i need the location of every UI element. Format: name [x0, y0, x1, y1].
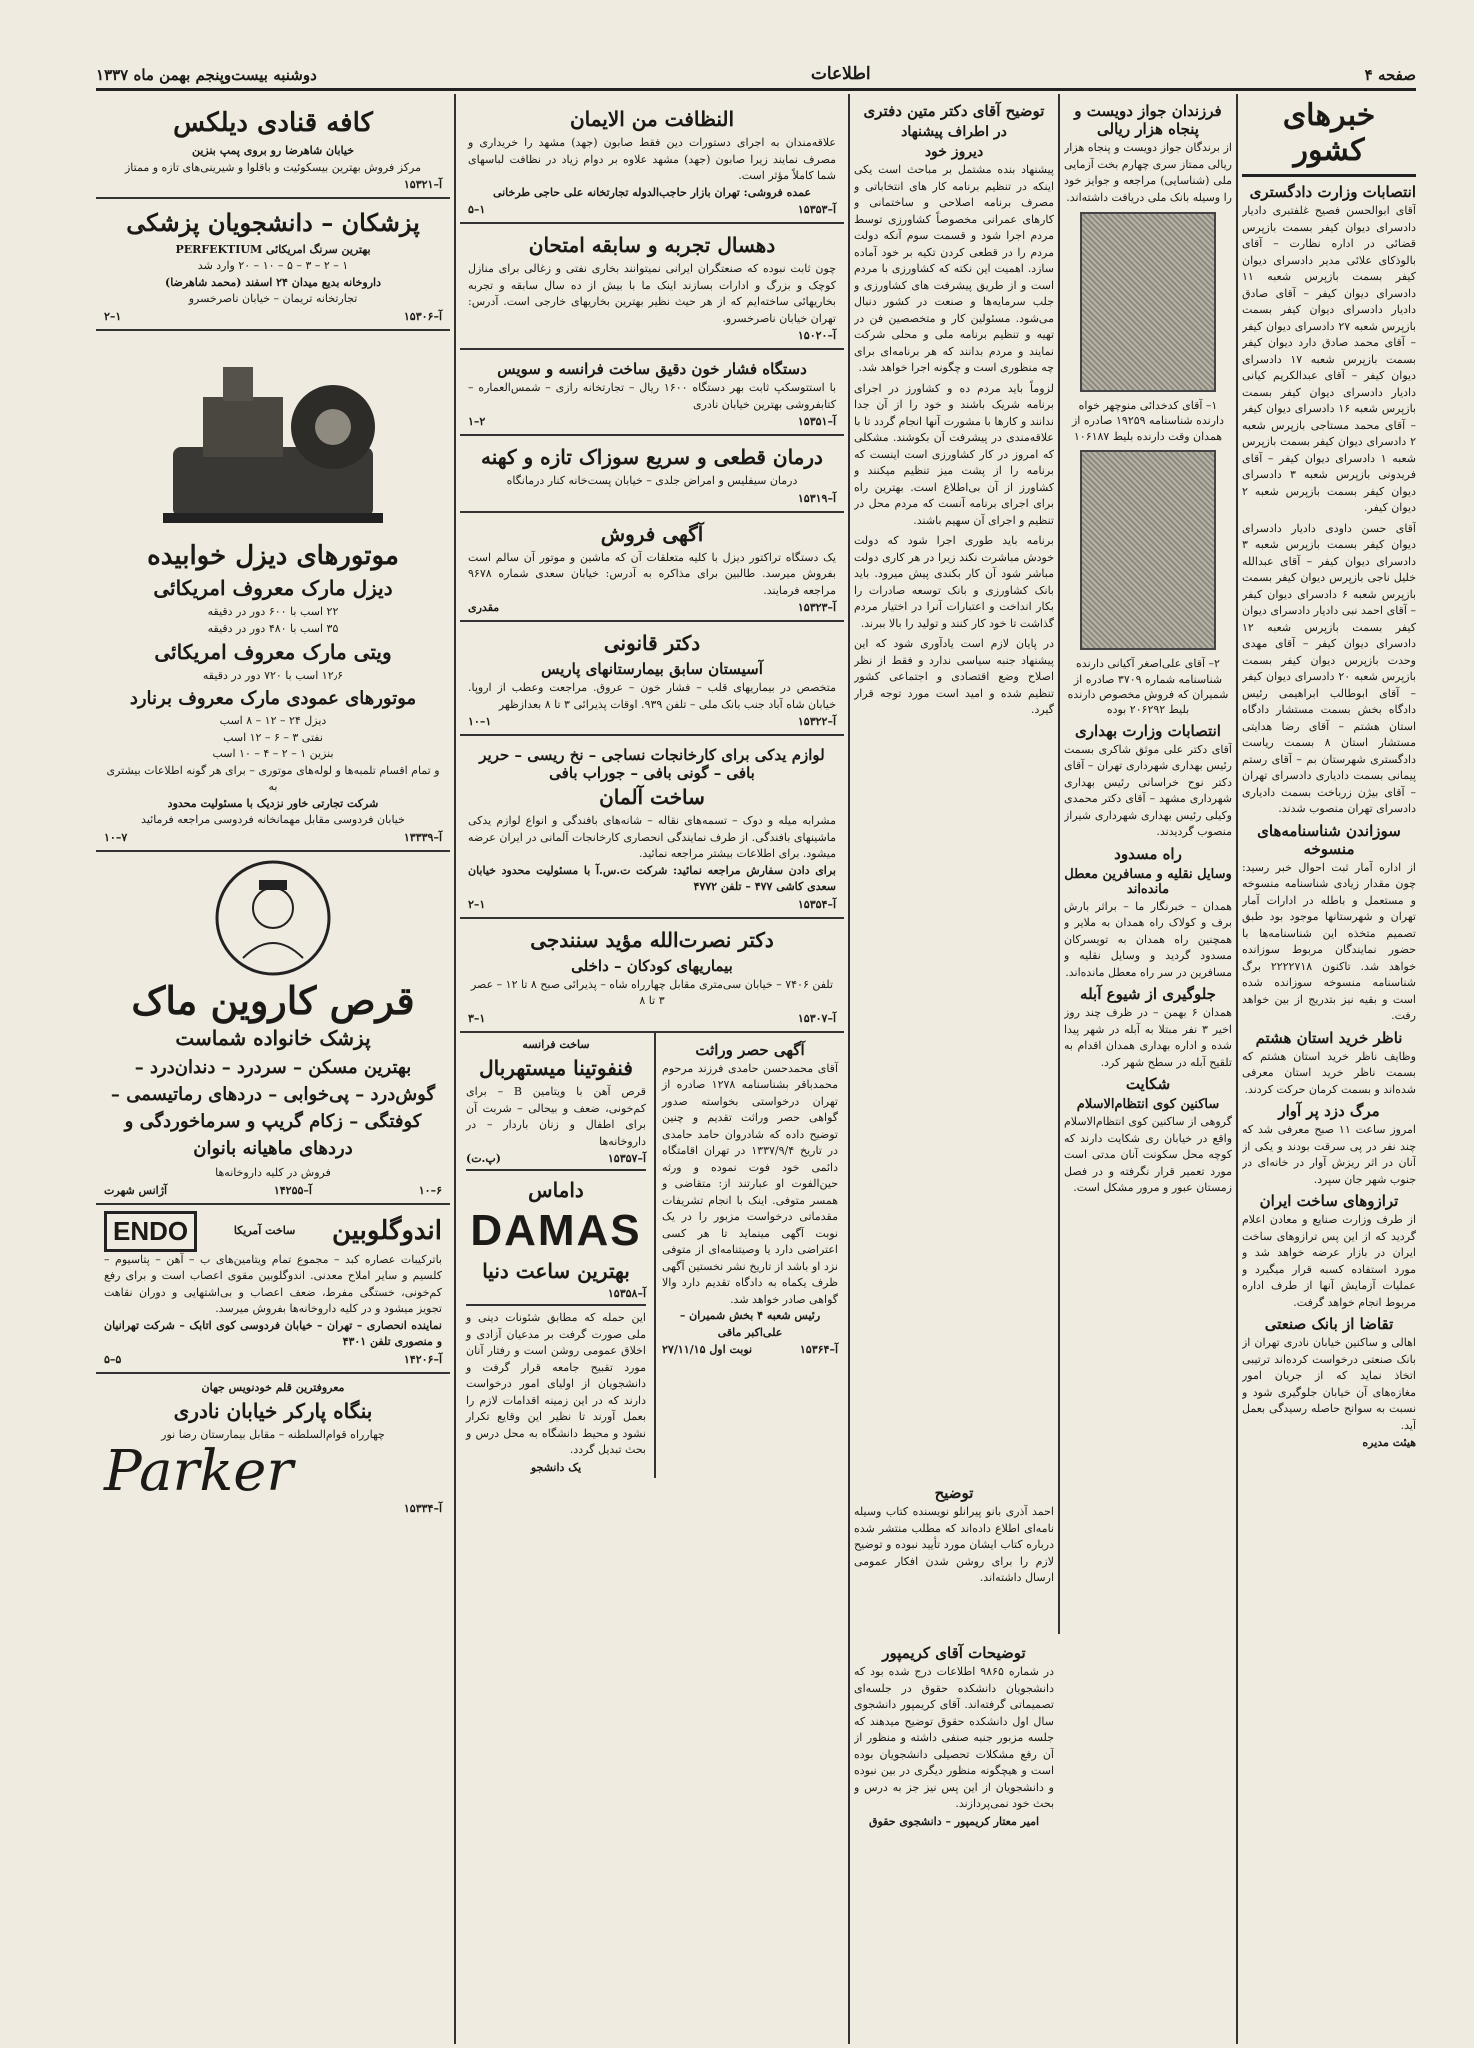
ad-text: با استتوسکپ ثابت بهر دستگاه ۱۶۰۰ ریال – تجارتخانه رازی – شمس‌العماره – کتابفروشی بهترین خیابان نادری	[468, 381, 836, 411]
ad-text: و تمام اقسام تلمبه‌ها و لوله‌های موتوری – برای هر گونه اطلاعات بیشتری به	[106, 763, 440, 794]
subheadline: وسایل نقلیه و مسافرین معطل مانده‌اند	[1064, 866, 1232, 897]
ad-syringe	[96, 199, 450, 331]
ad-text: علاقه‌مندان به اجرای دستورات دین فقط صابون (جهد) مشهد را خریداری و مصرف نمایند زیرا صابون (جهد) مشهد علاوه بر دوام زیاد در نظافت لباسهای شما کاملاً مؤثر است.	[468, 136, 836, 182]
ad-title: داماس	[528, 1178, 584, 1202]
ad-sale	[460, 513, 844, 623]
headline: ناظر خرید استان هشتم	[1255, 1028, 1403, 1047]
signature: هیئت مدیره	[1362, 1436, 1416, 1449]
ad-subtitle: موتورهای عمودی مارک معروف برنارد	[129, 687, 417, 709]
ads-lower-row	[460, 1033, 844, 1478]
photo-caption: ۲– آقای علی‌اصغر آکیانی دارنده شناسنامه شماره ۳۷۰۹ صادره از شمیران که فروش مخصوص دارنده بلیط ۲۰۶۲۹۲ بوده	[1067, 657, 1229, 717]
ad-text: مرکز فروش بهترین بیسکوئیت و باقلوا و شیرینی‌های تازه و ممتاز	[124, 160, 422, 174]
ad-code: آ–۱۳۳۳۹ ۷–۱۰	[104, 830, 442, 844]
ad-title: لوازم یدکی برای کارخانجات نساجی – نخ ریسی – حریر بافی – گونی بافی – جوراب بافی	[479, 746, 825, 782]
article-text: امروز ساعت ۱۱ صبح معرفی شد که چند نفر در پی سرقت بودند و یکی از آنان در اثر ریزش آوار در خانه‌ای در جنوب شهر جان سپرد.	[1242, 1123, 1416, 1186]
portrait-photo	[1080, 212, 1216, 392]
article-text: همدان – خبرنگار ما – براثر بارش برف و کولاک راه همدان به ملایر و همچنین راه همدان به تویسرکان مسدود گردید و وسایل نقلیه و مسافرین در سر راه معطل مانده‌اند.	[1064, 899, 1232, 979]
karimpour-letter	[854, 1640, 1054, 2040]
ad-text: تجارتخانه تریمان – خیابان ناصرخسرو	[188, 292, 358, 306]
masthead-rule	[96, 88, 1416, 91]
article-text: برنامه باید طوری اجرا شود که دولت خودش مباشرت نکند زیرا در هر کاری دولت مباشر شود آن کار بکندی پیش میرود. باید بانک کشاورزی و بانک توسعه صادرات را بکار انداخت و اعتبارات آنرا در اختیار مردم گذاشت تا خود کار کنند و تولید را بالا ببرند.	[854, 534, 1054, 630]
ad-text: قرص آهن با ویتامین B – برای کم‌خونی، ضعف و بیحالی – شربت آن برای اطفال و زنان باردار – در داروخانه‌ها	[466, 1085, 647, 1148]
ad-cafe	[96, 98, 450, 199]
pharmacist-emblem	[213, 858, 333, 978]
ad-title: آگهی حصر وراثت	[695, 1040, 805, 1059]
ad-title: آگهی فروش	[600, 521, 704, 546]
ad-subtitle: ساخت فرانسه	[522, 1037, 590, 1051]
article-text: لزوماً باید مردم ده و کشاورز در اجرای برنامه شریک باشند و خود را از آن جدا ندانند و کارها با مشورت آنها انجام گردد تا با علاقه‌مندی در پیشرفت آن بکوشند. مشکلی که امروز در کار کشاورزی است اینست که برنامه را از پشت میز تنظیم میکنند و کشاورز از آن بی‌اطلاع است. بهترین راه برای اجرای برنامه آنست که مردم محل در تنظیم و اجرای آن سهیم باشند.	[854, 381, 1054, 527]
ad-text: برای دادن سفارش مراجعه نمائید: شرکت ت.س.آ با مسئولیت محدود خیابان سعدی کاشی ۴۷۷ – تلفن ۴۷۷۲	[468, 863, 836, 893]
ad-subtitle: ساخت آلمان	[599, 785, 705, 809]
headline: تقاضا از بانک صنعتی	[1264, 1315, 1394, 1333]
ad-pediatrician	[460, 919, 844, 1033]
issue-date: دوشنبه بیست‌وپنجم بهمن ماه ۱۳۳۷	[96, 66, 317, 84]
ad-text: بهترین مسکن – سردرد – دندان‌درد – گوش‌درد – پی‌خوابی – دردهای رماتیسمی – کوفتگی – زکام گریپ و سرماخوردگی و دردهای ماهیانه بانوان	[110, 1057, 436, 1160]
article-text: از برندگان جواز دویست و پنجاه هزار ریالی ممتاز سری چهارم بخت آزمایی ملی (شناسایی) مراجعه و جوایز خود را وسیله بانک ملی دریافت داشته‌اند.	[1064, 141, 1232, 204]
subheadline: دیروز خود	[924, 144, 984, 160]
subheadline: در اطراف پیشنهاد	[901, 124, 1007, 140]
ad-heater	[460, 224, 844, 350]
ads-column-middle	[460, 98, 844, 2048]
article-text: اهالی و ساکنین خیابان نادری تهران از بانک صنعتی درخواست کرده‌اند ترتیبی اتخاذ نماید که از جریان امور مغازه‌های آن خیابان جلوگیری شود و نسبت به سوانح حاصله رسیدگی بعمل آید.	[1242, 1336, 1416, 1432]
headline: شکایت	[1125, 1075, 1171, 1094]
ad-code: آ–۱۴۲۰۶ ۵–۵	[104, 1352, 442, 1366]
article-text: در شماره ۹۸۶۵ اطلاعات درج شده بود که دانشجویان دانشکده حقوق در جلسه‌ای تصمیماتی گرفته‌اند. آقای کریمپور دانشجوی سال اول دانشکده حقوق توضیح میدهند که جلسه مزبور جنبه صنفی داشته و منظور از آن رفع مشکلات تحصیلی دانشجویان بوده است و هیچگونه منظور دیگری در بین نبوده و دانشجویان از این پس نیز جز به درس و بحث خود نمی‌پردازند.	[854, 1665, 1054, 1810]
ad-soap	[460, 98, 844, 224]
ad-doctor	[460, 622, 844, 736]
reader-letter	[466, 1306, 646, 1474]
article-text: از اداره آمار ثبت احوال خبر رسید: چون مقدار زیادی شناسنامه منسوخه و مستعمل و باطله در ادارات آمار تهران و شهرستانها موجود بود طبق تصمیم متخذه این شناسنامه‌ها با حضور نمایندگان مربوط سوزانده خواهد شد. تاکنون ۲۲۲۲۷۱۸ برگ شناسنامه منسوخه سوزانده شده است و بقیه نیز بتدریج از بین خواهد رفت.	[1242, 860, 1416, 1022]
ad-text: عمده فروشی: تهران بازار حاجب‌الدوله تجارتخانه علی حاجی طرخانی	[492, 185, 812, 199]
ad-code: آ–۱۵۳۵۳ ۱–۵	[468, 203, 836, 216]
ad-title: موتورهای دیزل خوابیده	[147, 540, 399, 571]
ad-title: قرص کاروین ماک	[131, 977, 415, 1023]
endo-header	[104, 1211, 442, 1252]
ad-text: ۱ – ۲ – ۳ – ۵ – ۱۰ – ۲۰ وارد شد	[197, 259, 349, 273]
headline: مرگ دزد پر آوار	[1278, 1102, 1380, 1120]
parker-logo: Parker	[104, 1438, 294, 1504]
headline: انتصابات وزارت بهداری	[1075, 721, 1221, 740]
ad-subtitle: پزشک خانواده شماست	[175, 1026, 371, 1051]
ad-title: کافه قنادی دیلکس	[173, 108, 373, 138]
ad-textile	[460, 736, 844, 919]
ad-code: آ–۱۵۳۲۱	[403, 178, 442, 192]
ad-code: آ–۱۵۳۲۳ مقدری	[468, 601, 836, 614]
article-text: آقای دکتر علی موثق شاکری بسمت رئیس بهداری شهرداری تهران – آقای دکتر نوح خراسانی رئیس بهداری شهرداری مشهد – آقای دکتر محمدی وکیلی رئیس بهداری شهرداری شیراز منصوب گردیدند.	[1064, 742, 1232, 839]
signature: یک دانشجو	[530, 1460, 582, 1474]
ad-text: ۲۲ اسب با ۶۰۰ دور در دقیقه	[207, 605, 339, 619]
article-text: آقای ابوالحسن فصیح غلفتبری دادیار دادسرای دیوان کیفر بسمت بازپرس قضائی در اداره نظارت – آقای بالوذکای علائی مدیر دادسرای دیوان کیفر بسمت بازپرس شعبه ۱۱ دادسرای دیوان کیفر – آقای صادق دادیار دادسرای دیوان کیفر بسمت بازپرس شعبه ۲۷ دادسرای دیوان کیفر – آقای محمد صادق دارد دیوان کیفر بسمت بازپرس شعبه ۱۷ دادسرای دیوان کیفر – آقای عبدالکریم کیانی دادیار دادسرای دیوان کیفر بسمت بازپرس شعبه ۱۶ دادسرای دیوان کیفر – آقای محمد مستاجی بازپرس شعبه ۲ دادسرای دیوان کیفر بسمت بازپرس شعبه ۱ دادسرای دیوان کیفر – آقای فریدونی بازپرس شعبه ۳ دادسرای دیوان کیفر بسمت بازپرس شعبه ۲ دیوان کیفر.	[1242, 204, 1416, 514]
ads-pharma	[464, 1033, 648, 1478]
ad-endoglobin	[96, 1205, 450, 1374]
article-text: همدان ۶ بهمن – در ظرف چند روز اخیر ۳ نفر مبتلا به آبله در شهر پیدا شده و اداره بهداری همدان اقدام به تلقیح آبله در سطح شهر کرد.	[1064, 1006, 1232, 1069]
ad-code: آ–۱۵۳۵۷ (پ.ت)	[466, 1152, 646, 1165]
ad-text: باترکیبات عصاره کبد – مجموع تمام ویتامین‌های ب – آهن – پتاسیوم – کلسیم و سایر املاح معدنی. اندوگلوبین مقوی اعصاب است و برای رفع کم‌خونی، خستگی مفرط، ضعف اعصاب و بی‌اشتهایی و دوران نقاهت تجویز میشود و در کلیه داروخانه‌ها بفروش میرسد.	[104, 1252, 442, 1316]
signature: رئیس شعبه ۴ بخش شمیران – علی‌اکبر ماقی	[679, 1309, 821, 1339]
ad-code: آ–۱۵۳۱۹	[797, 491, 836, 505]
ad-text: فروش در کلیه داروخانه‌ها	[215, 1166, 331, 1180]
ad-slogan: بهترین ساعت دنیا	[482, 1259, 630, 1283]
ad-text: آقای محمدحسن حامدی فرزند مرحوم محمدباقر بشناسنامه ۱۲۷۸ صادره از تهران درخواستی بخواسته صدور گواهی حصر وراثت تقدیم و چنین توضیح داده که شادروان حامد حامدی در تاریخ ۱۳۳۷/۹/۴ در تهران اقامتگاه دائمی خود فوت نموده و ورثه حین‌الفوت او عبارتند از: متقاضی و همسر متوفی. اینک با انجام تشریفات مقدماتی درخواست مزبور را در یک نوبت آگهی مینماید تا هر کسی اعتراضی دارد یا وصیتنامه‌ای از متوفی نزد او باشد از تاریخ نشر نخستین آگهی ظرف یکماه به دادگاه تقدیم دارد والا گواهی صادر خواهد شد.	[662, 1061, 839, 1306]
ad-text: متخصص در بیماریهای قلب – فشار خون – عروق. مراجعت وعطب از اروپا. خیابان شاه آباد جنب بانک ملی – تلفن ۹۳۹. اوقات پذیرائی ۳ تا ۸ بعدازظهر	[468, 681, 836, 711]
correction-box	[854, 1480, 1054, 1620]
people-column	[1064, 98, 1232, 2038]
letters-column	[854, 98, 1054, 1638]
ad-code: آ–۱۵۳۵۴ ۱–۲	[468, 897, 836, 911]
ad-fonfotina	[466, 1037, 646, 1172]
subheadline: ساکنین کوی انتظام‌الاسلام	[1076, 1097, 1220, 1113]
headline: انتصابات وزارت دادگستری	[1249, 183, 1416, 201]
diesel-engine-illustration	[143, 337, 403, 537]
portrait-photo	[1080, 450, 1216, 650]
ad-title: دکتر قانونی	[603, 631, 701, 655]
ad-damas	[466, 1171, 646, 1306]
ad-text: داروخانه بدیع میدان ۲۴ اسفند (محمد شاهرضا)	[165, 275, 381, 289]
article-text: در پایان لازم است یادآوری شود که این پیشنهاد جنبه سیاسی ندارد و فقط از نظر اصلاح وضع اقتصادی و اجتماعی کشور تنظیم شده و امید است مورد توجه قرار گیرد.	[854, 637, 1054, 716]
damas-logo: DAMAS	[470, 1206, 642, 1255]
masthead	[96, 48, 1416, 84]
photo-caption: ۱– آقای کدخدائی منوچهر خواه دارنده شناسنامه ۱۹۲۵۹ صادره از همدان وقت دارنده بلیط ۱۰۶۱۸۷	[1071, 399, 1224, 443]
ad-text: معروفترین قلم خودنویس جهان	[201, 1380, 345, 1394]
news-column	[1242, 98, 1416, 2038]
ad-diesel	[96, 331, 450, 852]
ad-title: پزشکان – دانشجویان پزشکی	[126, 208, 420, 238]
article-text: گروهی از ساکنین کوی انتظام‌الاسلام واقع در خیابان ری شکایت دارند که کوچه محل سکونت آنان مدتی است مورد تعمیر قرار نگرفته و در فصل زمستان عبور و مرور مشکل است.	[1064, 1115, 1232, 1195]
ad-code: ۶–۱۰ آ–۱۴۲۵۵ آژانس شهرت	[104, 1183, 442, 1197]
ad-text: بهترین سرنگ امریکائی PERFEKTIUM	[175, 242, 371, 256]
ad-title: بنگاه پارکر خیابان نادری	[173, 1399, 373, 1424]
ad-title: فنفوتینا میستهربال	[479, 1056, 633, 1080]
ad-text: بنزین ۱ – ۲ – ۴ – ۱۰ اسب	[212, 747, 334, 761]
ad-code: آ–۱۵۰۲۰	[797, 329, 836, 342]
paper-name: اطلاعات	[810, 64, 871, 84]
ad-subtitle: بیماریهای کودکان – داخلی	[571, 956, 733, 975]
ad-subtitle: دیزل مارک معروف امریکائی	[153, 576, 393, 601]
ad-subtitle: چهارراه قوام‌السلطنه – مقابل بیمارستان رضا نور	[161, 1428, 385, 1442]
headline: ترازوهای ساخت ایران	[1259, 1192, 1399, 1210]
ad-text: خیابان فردوسی مقابل مهمانخانه فردوسی مراجعه فرمائید	[141, 813, 405, 827]
headline: توضیحات آقای کریمپور	[882, 1644, 1026, 1662]
ad-title: دستگاه فشار خون دقیق ساخت فرانسه و سویس	[497, 360, 807, 378]
ad-title: النظافت من الایمان	[569, 107, 735, 131]
ad-text: ۱۲٫۶ اسب با ۷۲۰ دور در دقیقه	[202, 669, 344, 683]
column-rule	[1236, 94, 1238, 2044]
ad-text: شرکت تجارتی خاور نزدیک با مسئولیت محدود	[167, 796, 379, 810]
article-text: پیشنهاد بنده مشتمل بر مباحث است یکی اینکه در تنظیم برنامه کار های انتخاباتی و مصرف برنامه اصلاحی و ساختمانی و کارهای عمرانی مخصوصاً کشاورزی توسط مردم اجرا شود و قسمت سوم آنکه دولت مردم را در قطعی کردن تکیه بر خود آماده سازد. اهمیت این نکته که کشاورزی با مردم است و از طریق پیشرفت های کشاورزی و جلب سرمایه‌ها و صنعت در کشور دنبال می‌شود. مسئولین کار و متخصصین فن در تهیه و تنظیم برنامه ملی و محلی شرکت نمایند و مردم بدانند که هر برنامه‌ای برای چه منظوری است و چگونه اجرا خواهد شد.	[854, 163, 1054, 374]
ad-text: تلفن ۷۴۰۶ – خیابان سی‌متری مقابل چهارراه شاه – پذیرائی صبح ۸ تا ۱۲ – عصر ۳ تا ۸	[470, 977, 834, 1007]
ad-title: اندوگلوبین	[332, 1215, 442, 1246]
section-title: خبرهای کشور	[1242, 98, 1416, 177]
ad-text: نماینده انحصاری – تهران – خیابان فردوسی کوی اتابک – شرکت تهرانیان و منصوری تلفن ۴۳۰۱	[104, 1318, 442, 1349]
headline: سوزاندن شناسنامه‌های منسوخه	[1257, 821, 1401, 858]
article-text: آقای حسن داودی دادیار دادسرای دیوان کیفر بسمت بازپرس شعبه ۳ دادسرای دیوان کیفر – آقای عبدالله خلیل ناجی بازپرس دیوان کیفر بسمت بازپرس شعبه ۶ دادسرای دیوان کیفر – آقای احمد نبی دادیار دادسرای دیوان کیفر بسمت بازپرس شعبه ۱۲ دادسرای دیوان کیفر – آقای مهدی وحدت بازپرس دیوان کیفر بسمت بازپرس شعبه ۲۰ دادسرای دیوان کیفر – آقای ابوطالب ابراهیمی رئیس دادگاه بخش بسمت مستشار دادگاه استان هشتم – آقای رضا هدایتی مستشار استان ۸ بسمت ریاست دادگستری شهرستان بم – آقای رستم پیمانی بسمت دادیاری دادسرای تهران – آقای بیژن زرباخت بسمت دادیاری دادسرای تهران منصوب شدند.	[1242, 521, 1416, 815]
ad-title: دهسال تجربه و سابقه امتحان	[528, 233, 776, 257]
ad-carwin	[96, 852, 450, 1205]
ad-code: آ–۱۵۳۵۱ ۲–۱	[468, 415, 836, 428]
ad-title: دکتر نصرت‌الله مؤید سنندجی	[530, 927, 774, 952]
ad-text: نفتی ۳ – ۶ – ۱۲ اسب	[223, 730, 323, 744]
ad-subtitle: آسیستان سابق بیمارستانهای پاریس	[541, 660, 763, 678]
ad-text: ۳۵ اسب با ۴۸۰ دور در دقیقه	[207, 621, 339, 635]
column-rule	[454, 94, 456, 2044]
ad-subtitle: ویتی مارک معروف امریکائی	[154, 640, 392, 665]
ad-text: یک دستگاه تراکتور دیزل با کلیه متعلقات آن که ماشین و موتور آن سالم است بفروش میرسد. طالبین برای مذاکره به آدرس: خیابان سعدی شماره ۹۶۷۸ مراجعه فرمایند.	[468, 550, 836, 597]
ad-text: مشرابه میله و دوک – تسمه‌های نقاله – شانه‌های بافندگی و انواع لوازم یدکی ماشینهای بافندگی. از طرف نمایندگی انحصاری کارخانجات آلمانی در ایران عرضه میشود. برای اطلاعات بیشتر مراجعه نمائید.	[468, 814, 836, 860]
ads-column-left	[96, 98, 450, 2048]
ad-code: آ–۱۵۳۰۶ ۱–۲	[104, 309, 442, 323]
ad-code: آ–۱۵۳۰۷ ۱–۳	[468, 1011, 836, 1025]
article-text: وظایف ناظر خرید استان هشتم که بسمت ناظر خرید استان معرفی شده‌اند و بسمت کرمان حرکت کردند.	[1242, 1049, 1416, 1096]
ad-text: دیزل ۲۴ – ۱۲ – ۸ اسب	[219, 714, 327, 728]
headline: راه مسدود	[1114, 844, 1182, 863]
headline: توضیح	[934, 1484, 974, 1502]
ad-clinic	[460, 436, 844, 513]
headline: فرزندان جواز دویست‌ و پنجاه هزار ریالی	[1074, 102, 1222, 138]
ad-inheritance	[654, 1033, 844, 1478]
ad-text: این حمله که مطابق شئونات دینی و ملی صورت گرفت بر مدعیان آزادی و اخلاق عمومی روشن است و رفتار آنان مورد تقبیح جامعه قرار گرفت و دانشجویان از اولیای امور درخواست دارند که در این زمینه اقدامات لازم را بعمل آورند تا نظیر این وقایع تکرار نشود و محیط دانشگاه به محل درس و بحث تبدیل گردد.	[466, 1311, 646, 1456]
ad-code: آ–۱۵۳۳۴	[403, 1501, 442, 1515]
ad-code: آ–۱۵۳۶۴ نوبت اول ۲۷/۱۱/۱۵	[662, 1343, 838, 1356]
article-text: از طرف وزارت صنایع و معادن اعلام گردید که از این پس ترازوهای ساخت ایران در بازار عرضه خواهد شد و مورد استفاده کسبه قرار میگیرد و عملیات آزمایش آنها از طرف اداره مربوط انجام خواهد گرفت.	[1242, 1213, 1416, 1309]
article-text: احمد آذری بانو پیرانلو نویسنده کتاب وسیله نامه‌ای اطلاع داده‌اند که مطلب منتشر شده درباره کتاب ایشان مورد تأیید نبوده و توضیح لازم را برای روشن شدن افکار عمومی ارسال داشته‌اند.	[854, 1505, 1054, 1584]
ad-subtitle: ساخت آمریکا	[233, 1224, 296, 1238]
endo-logo: ENDO	[104, 1211, 197, 1252]
ad-text: درمان سیفلیس و امراض جلدی – خیابان پست‌خانه کنار درمانگاه	[506, 474, 798, 487]
ad-parker	[96, 1374, 450, 1521]
ad-text: چون ثابت نبوده که صنعتگران ایرانی نمیتوانند بخاری نفتی و زغالی برای منازل کوچک و بزرگ و ادارات بسازند اینک ما با بیش از ده سال سابقه و تجربه بخاریهائی ساخته‌ایم که از هر حیث نظیر بهترین بخاریهای خارجی است. آدرس: تهران خیابان ناصرخسرو.	[468, 262, 836, 325]
headline: توضیح آقای دکتر متین دفتری	[863, 102, 1045, 120]
headline: جلوگیری از شیوع آبله	[1080, 985, 1216, 1004]
signature: امیر معتار کریمپور – دانشجوی حقوق	[869, 1814, 1040, 1828]
ad-blood-pressure	[460, 350, 844, 436]
ad-code: آ–۱۵۳۵۸	[607, 1287, 646, 1300]
column-rule	[1058, 94, 1060, 1634]
column-rule	[848, 94, 850, 2044]
ad-code: آ–۱۵۳۲۲ ۱–۱۰	[468, 715, 836, 728]
page-number: صفحه ۴	[1364, 66, 1416, 84]
ad-subtitle: خیابان شاهرضا رو بروی پمپ بنزین	[191, 144, 355, 158]
ad-title: درمان قطعی و سریع سوزاک تازه و کهنه	[481, 445, 823, 469]
